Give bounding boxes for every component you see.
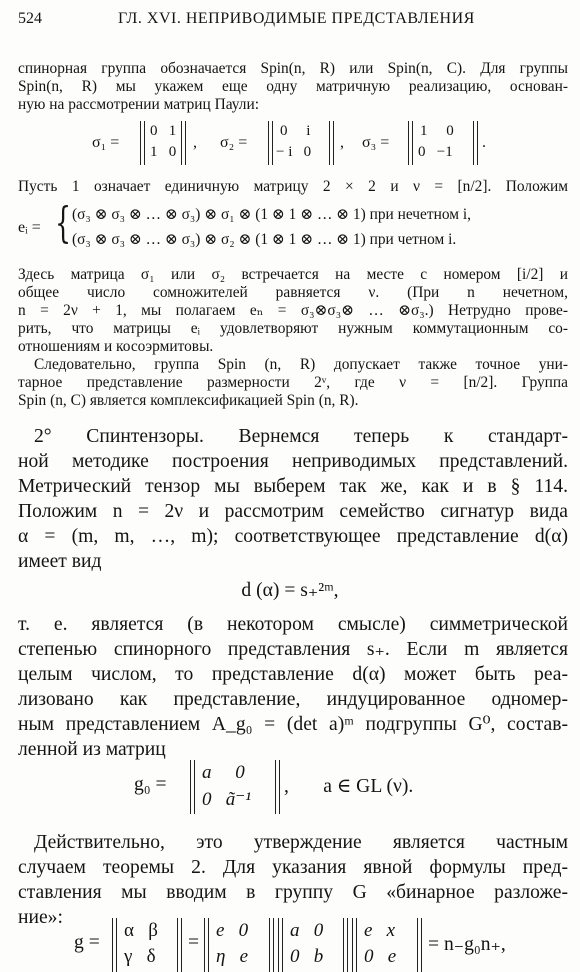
matrix-alpha-beta — [112, 918, 182, 972]
text-line: степенью спинорного представления s₊. Если m является — [18, 639, 568, 660]
sigma3-matrix — [408, 121, 478, 165]
e-case-odd: (σ₃ ⊗ σ₃ ⊗ … ⊗ σ₃) ⊗ σ₁ ⊗ (1 ⊗ 1 ⊗ … ⊗ 1) при нечетном i, — [72, 206, 471, 223]
text-line: отношениям и косоэрмитовы. — [18, 338, 214, 355]
text-line: спинорная группа обозначается Spin(n, R) или Spin(n, C). Для группы — [18, 60, 568, 77]
text-line: общее число сомножителей равняется ν. (При n нечетном, — [18, 284, 568, 301]
matrix-row: 0 i — [280, 123, 311, 139]
matrix-row: α β — [124, 920, 158, 941]
brace: { — [55, 198, 72, 247]
text-line: рить, что матрицы eᵢ удовлетворяют нужным коммутационным со- — [18, 320, 568, 337]
text-line: т. е. является (в некотором смысле) симметрической — [18, 614, 568, 635]
e-case-even: (σ₃ ⊗ σ₃ ⊗ … ⊗ σ₃) ⊗ σ₂ ⊗ (1 ⊗ 1 ⊗ … ⊗ 1) при четном i. — [72, 231, 457, 248]
text-line: n = 2ν + 1, мы полагаем eₙ = σ₃⊗σ₃⊗ … ⊗σ₃.) Нетрудно прове- — [18, 302, 568, 319]
text-line: ным представлением A_g₀ = (det a)ᵐ подгруппы G⁰, состав- — [18, 714, 568, 735]
text-line: случаем теоремы 2. Для указания явной формулы пред- — [18, 857, 568, 878]
text-line: тарное представление размерности 2ᵛ, где ν = [n/2]. Группа — [18, 374, 568, 391]
matrix-row: 0 e — [364, 946, 397, 967]
matrix-row: a 0 — [290, 920, 324, 941]
matrix-row: 1 0 — [420, 123, 454, 139]
matrix-row: e 0 — [216, 920, 249, 941]
matrix-g0 — [278, 918, 348, 972]
page-number: 524 — [18, 10, 42, 27]
matrix-row: 1 0 — [150, 144, 177, 160]
text-line: Spin(n, R) мы укажем еще одну матричную реализацию, основан- — [18, 78, 568, 95]
e-label: eᵢ = — [18, 219, 41, 236]
matrix-row: 0 1 — [150, 123, 177, 139]
matrix-row: a 0 — [202, 762, 245, 783]
formula-d-alpha: d (α) = s₊²ᵐ, — [241, 580, 339, 601]
matrix-n-minus — [204, 918, 274, 972]
decomposition-result: = n₋g₀n₊, — [428, 934, 506, 955]
text-line: Следовательно, группа Spin (n, R) допускает также точное уни- — [34, 356, 568, 373]
text-line: имеет вид — [18, 551, 102, 572]
text-line: ние»: — [18, 907, 63, 928]
text-line: ленной из матриц — [18, 739, 166, 760]
sigma1-matrix — [140, 121, 186, 165]
text-line: Действительно, это утверждение является частным — [34, 832, 568, 853]
matrix-n-plus — [352, 918, 422, 972]
text-line: Здесь матрица σ₁ или σ₂ встречается на месте с номером [i/2] и — [18, 266, 568, 283]
matrix-row: 0 ã⁻¹ — [202, 789, 251, 810]
matrix-row: 0 b — [290, 946, 324, 967]
text-line: ставления мы вводим в группу G «бинарное разложе- — [18, 882, 568, 903]
text-line: ную на рассмотрении матриц Паули: — [18, 96, 259, 113]
text-line: целым числом, то представление d(α) может быть реа- — [18, 664, 568, 685]
text-line: α = (m, m, …, m); соответствующее представление d(α) — [18, 526, 568, 547]
text-line: ной методике построения неприводимых представлений. — [18, 451, 568, 472]
text-line: Пусть 1 означает единичную матрицу 2 × 2 и ν = [n/2]. Положим — [18, 178, 568, 195]
matrix-row: η e — [216, 946, 249, 967]
matrix-row: γ δ — [124, 946, 156, 967]
text-line: Положим n = 2ν и рассмотрим семейство сигнатур вида — [18, 501, 568, 522]
matrix-row: 0 −1 — [418, 144, 453, 160]
text-line: Метрический тензор мы выберем так же, как и в § 114. — [18, 476, 568, 497]
g0-label: g₀ = — [134, 774, 167, 795]
g-label: g = — [74, 932, 100, 953]
text-line: Spin (n, C) является комплексификацией Spin (n, R). — [18, 392, 359, 409]
matrix-row: e x — [364, 920, 396, 941]
sigma1-label: σ₁ = — [92, 134, 120, 151]
g0-condition: , a ∈ GL (ν). — [284, 776, 414, 797]
sigma3-label: σ₃ = — [362, 134, 390, 151]
equals-sign: = — [188, 932, 200, 953]
section-heading-line: 2° Спинтензоры. Вернемся теперь к стандарт- — [34, 426, 568, 447]
chapter-title: ГЛ. XVI. НЕПРИВОДИМЫЕ ПРЕДСТАВЛЕНИЯ — [118, 10, 475, 27]
sigma2-label: σ₂ = — [220, 134, 248, 151]
g0-matrix — [190, 760, 280, 814]
sigma2-matrix — [268, 121, 334, 165]
matrix-row: − i 0 — [276, 144, 312, 160]
text-line: лизовано как представление, индуцированное одномер- — [18, 689, 568, 710]
